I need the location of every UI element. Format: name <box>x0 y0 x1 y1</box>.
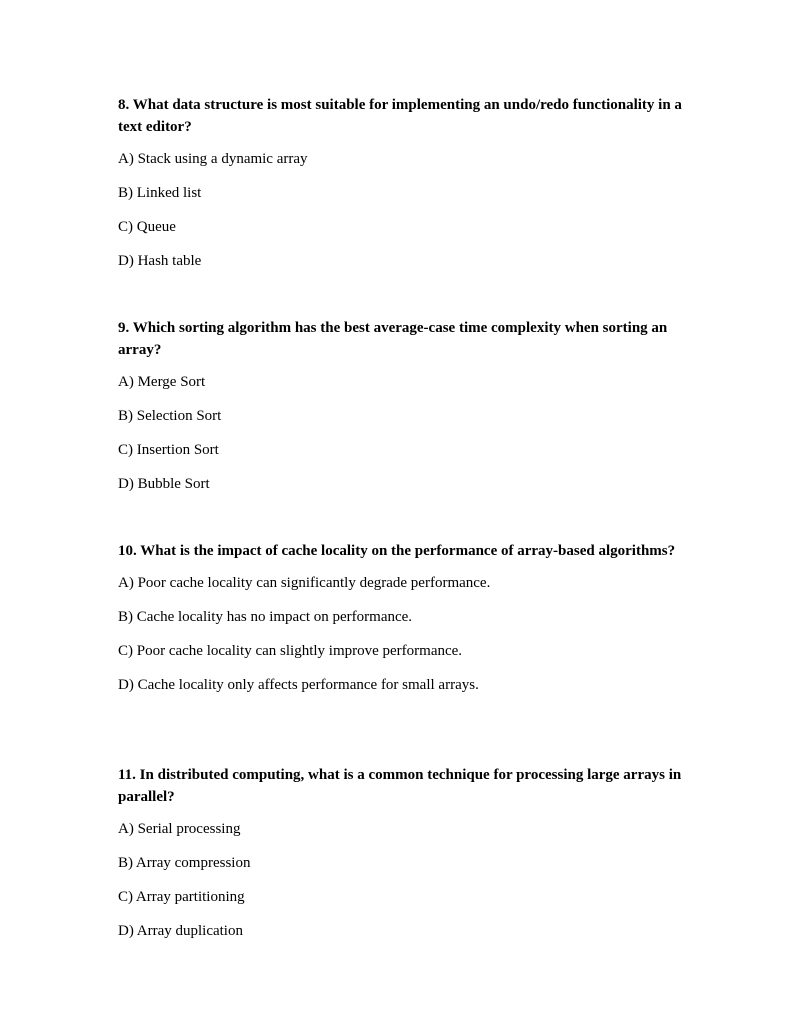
answer-option: C) Queue <box>118 219 176 235</box>
answer-option: D) Array duplication <box>118 923 243 939</box>
answer-option: A) Stack using a dynamic array <box>118 151 308 167</box>
question-prompt: 9. Which sorting algorithm has the best average-case time complexity when sorting an array? <box>118 320 668 358</box>
answer-option: C) Insertion Sort <box>118 442 219 458</box>
answer-option: B) Linked list <box>118 185 202 201</box>
question-block <box>118 317 698 493</box>
question-prompt: 8. What data structure is most suitable for implementing an undo/redo functionality in a text editor? <box>118 97 682 135</box>
answer-option: B) Array compression <box>118 855 251 871</box>
question-prompt: 11. In distributed computing, what is a common technique for processing large arrays in parallel? <box>118 767 682 805</box>
answer-option: B) Selection Sort <box>118 408 222 424</box>
answer-option: A) Serial processing <box>118 821 241 837</box>
answer-option: A) Merge Sort <box>118 374 206 390</box>
answer-option: D) Bubble Sort <box>118 476 210 492</box>
question-block <box>118 94 698 270</box>
answer-option: D) Cache locality only affects performance for small arrays. <box>118 677 479 693</box>
answer-option: C) Array partitioning <box>118 889 245 905</box>
answer-option: C) Poor cache locality can slightly improve performance. <box>118 643 463 659</box>
question-prompt: 10. What is the impact of cache locality on the performance of array-based algorithms? <box>118 543 676 559</box>
answer-option: A) Poor cache locality can significantly degrade performance. <box>118 575 491 591</box>
question-block <box>118 764 698 940</box>
answer-option: D) Hash table <box>118 253 202 269</box>
question-block <box>118 540 698 694</box>
answer-option: B) Cache locality has no impact on performance. <box>118 609 413 625</box>
